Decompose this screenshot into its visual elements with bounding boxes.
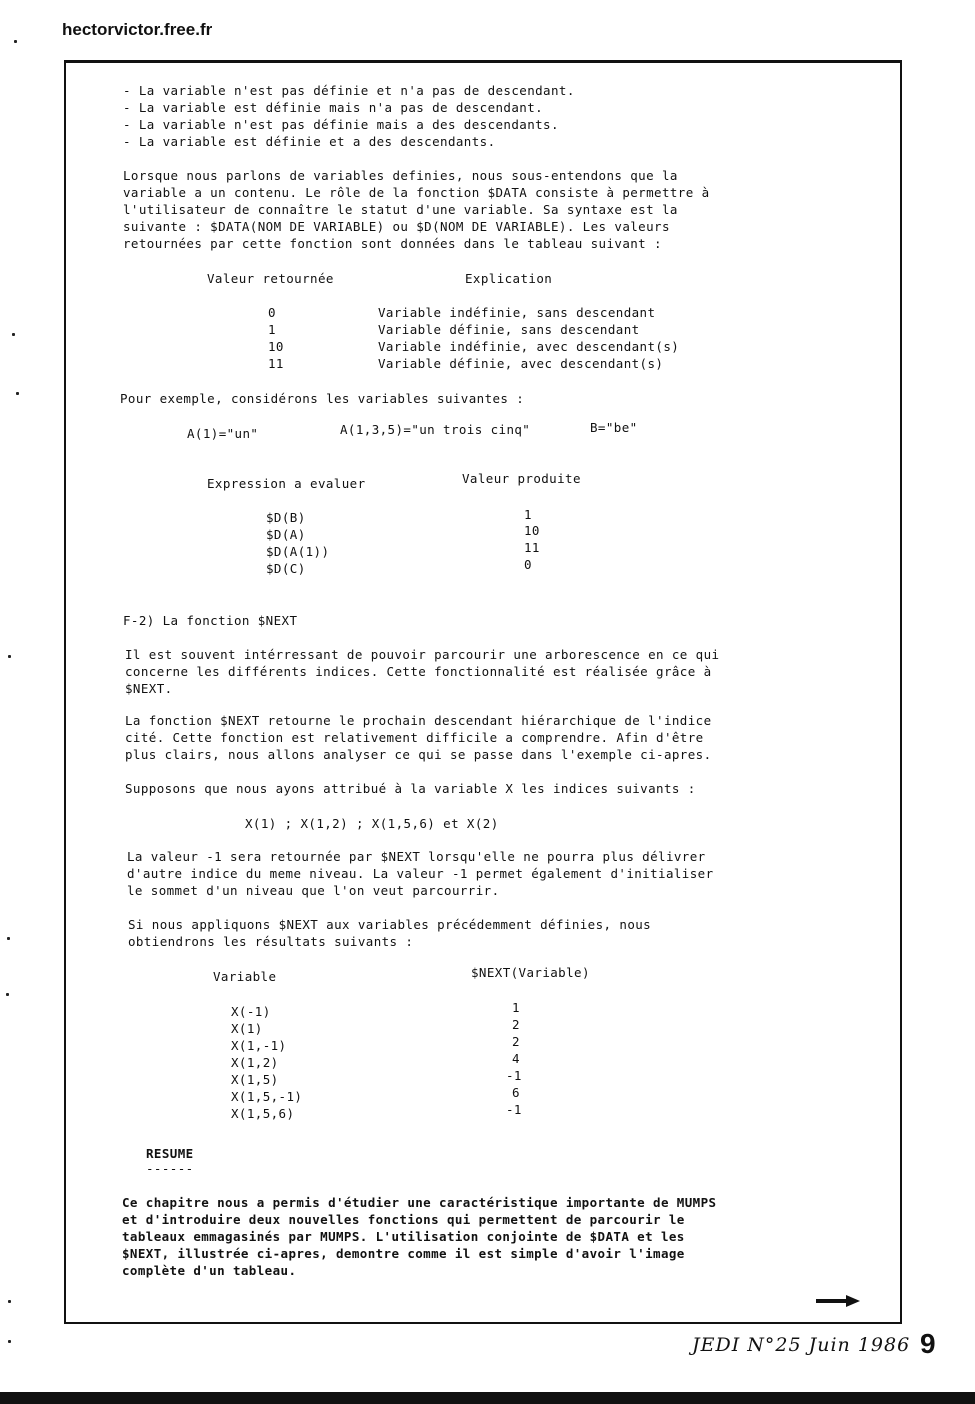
table-cell: $D(B) — [266, 510, 306, 525]
table-cell: X(1,5,6) — [231, 1106, 295, 1121]
table-cell: Variable définie, sans descendant — [378, 322, 640, 337]
table-cell: 11 — [524, 540, 540, 555]
table-cell: X(1,2) — [231, 1055, 279, 1070]
table-cell: X(-1) — [231, 1004, 271, 1019]
table-cell: Variable définie, avec descendant(s) — [378, 356, 664, 371]
scan-speck — [6, 993, 9, 996]
page-number: 9 — [920, 1328, 936, 1359]
paragraph-line: Pour exemple, considérons les variables suivantes : — [120, 391, 525, 406]
paragraph-line: Si nous appliquons $NEXT aux variables précédemment définies, nous — [128, 917, 652, 932]
issue-footer: JEDI N°25 Juin 1986 — [692, 1334, 911, 1356]
paragraph-line: d'autre indice du meme niveau. La valeur -1 permet également d'initialiser — [127, 866, 714, 881]
list-item: - La variable est définie et a des descendants. — [123, 134, 496, 149]
example-variable: A(1)="un" — [187, 426, 259, 441]
table-header: Explication — [465, 271, 553, 286]
scan-speck — [8, 1300, 11, 1303]
table-cell: 2 — [512, 1034, 520, 1049]
paragraph-line: plus clairs, nous allons analyser ce qui se passe dans l'exemple ci-apres. — [125, 747, 712, 762]
table-cell: 11 — [268, 356, 284, 371]
paragraph-line: concerne les différents indices. Cette fonctionnalité est réalisée grâce à — [125, 664, 712, 679]
table-cell: 2 — [512, 1017, 520, 1032]
bottom-scan-border — [0, 1392, 975, 1404]
conclusion-line: $NEXT, illustrée ci-apres, demontre comme il est simple d'avoir l'image — [122, 1246, 685, 1261]
table-cell: Variable indéfinie, sans descendant — [378, 305, 656, 320]
scan-speck — [12, 333, 15, 336]
conclusion-line: tableaux emmagasinés par MUMPS. L'utilisation conjointe de $DATA et les — [122, 1229, 685, 1244]
scan-speck — [7, 937, 10, 940]
site-url: hectorvictor.free.fr — [62, 20, 213, 39]
table-cell: $D(A) — [266, 527, 306, 542]
table-cell: -1 — [506, 1102, 522, 1117]
table-cell: X(1) — [231, 1021, 263, 1036]
scan-speck — [16, 392, 19, 395]
indices-line: X(1) ; X(1,2) ; X(1,5,6) et X(2) — [245, 816, 499, 831]
list-item: - La variable n'est pas définie mais a des descendants. — [123, 117, 559, 132]
paragraph-line: suivante : $DATA(NOM DE VARIABLE) ou $D(NOM DE VARIABLE). Les valeurs — [123, 219, 670, 234]
table-cell: X(1,5,-1) — [231, 1089, 303, 1104]
table-cell: 6 — [512, 1085, 520, 1100]
paragraph-line: l'utilisateur de connaître le statut d'une variable. Sa syntaxe est la — [123, 202, 678, 217]
resume-underline: ------ — [146, 1161, 194, 1176]
paragraph-line: La fonction $NEXT retourne le prochain descendant hiérarchique de l'indice — [125, 713, 712, 728]
conclusion-line: complète d'un tableau. — [122, 1263, 297, 1278]
table-cell: 0 — [268, 305, 276, 320]
table-cell: 10 — [524, 523, 540, 538]
table-cell: 1 — [524, 507, 532, 522]
list-item: - La variable est définie mais n'a pas de descendant. — [123, 100, 544, 115]
paragraph-line: Lorsque nous parlons de variables definies, nous sous-entendons que la — [123, 168, 678, 183]
example-variable: A(1,3,5)="un trois cinq" — [340, 422, 531, 437]
table-cell: -1 — [506, 1068, 522, 1083]
conclusion-line: Ce chapitre nous a permis d'étudier une caractéristique importante de MUMPS — [122, 1195, 717, 1210]
paragraph-line: $NEXT. — [125, 681, 173, 696]
table-cell: 1 — [512, 1000, 520, 1015]
table-cell: 1 — [268, 322, 276, 337]
right-arrow-icon — [816, 1293, 860, 1309]
table-cell: X(1,5) — [231, 1072, 279, 1087]
table-cell: Variable indéfinie, avec descendant(s) — [378, 339, 680, 354]
section-title: F-2) La fonction $NEXT — [123, 613, 298, 628]
example-variable: B="be" — [590, 420, 638, 435]
table-cell: X(1,-1) — [231, 1038, 287, 1053]
paragraph-line: variable a un contenu. Le rôle de la fonction $DATA consiste à permettre à — [123, 185, 710, 200]
scan-speck — [14, 40, 17, 43]
paragraph-line: La valeur -1 sera retournée par $NEXT lorsqu'elle ne pourra plus délivrer — [127, 849, 706, 864]
paragraph-line: le sommet d'un niveau que l'on veut parcourrir. — [127, 883, 500, 898]
table-header: Valeur retournée — [207, 271, 334, 286]
scan-speck — [8, 1340, 11, 1343]
paragraph-line: retournées par cette fonction sont données dans le tableau suivant : — [123, 236, 662, 251]
resume-title: RESUME — [146, 1146, 194, 1161]
paragraph-line: Il est souvent intérressant de pouvoir parcourir une arborescence en ce qui — [125, 647, 720, 662]
scan-speck — [8, 655, 11, 658]
paragraph-line: Supposons que nous ayons attribué à la variable X les indices suivants : — [125, 781, 696, 796]
paragraph-line: cité. Cette fonction est relativement difficile a comprendre. Afin d'être — [125, 730, 704, 745]
table-header: Variable — [213, 969, 277, 984]
conclusion-line: et d'introduire deux nouvelles fonctions qui permettent de parcourir le — [122, 1212, 685, 1227]
table-cell: $D(A(1)) — [266, 544, 330, 559]
table-header: $NEXT(Variable) — [471, 965, 590, 980]
list-item: - La variable n'est pas définie et n'a pas de descendant. — [123, 83, 575, 98]
paragraph-line: obtiendrons les résultats suivants : — [128, 934, 414, 949]
table-cell: $D(C) — [266, 561, 306, 576]
table-cell: 0 — [524, 557, 532, 572]
table-header: Expression a evaluer — [207, 476, 366, 491]
table-header: Valeur produite — [462, 471, 581, 486]
table-cell: 10 — [268, 339, 284, 354]
table-cell: 4 — [512, 1051, 520, 1066]
